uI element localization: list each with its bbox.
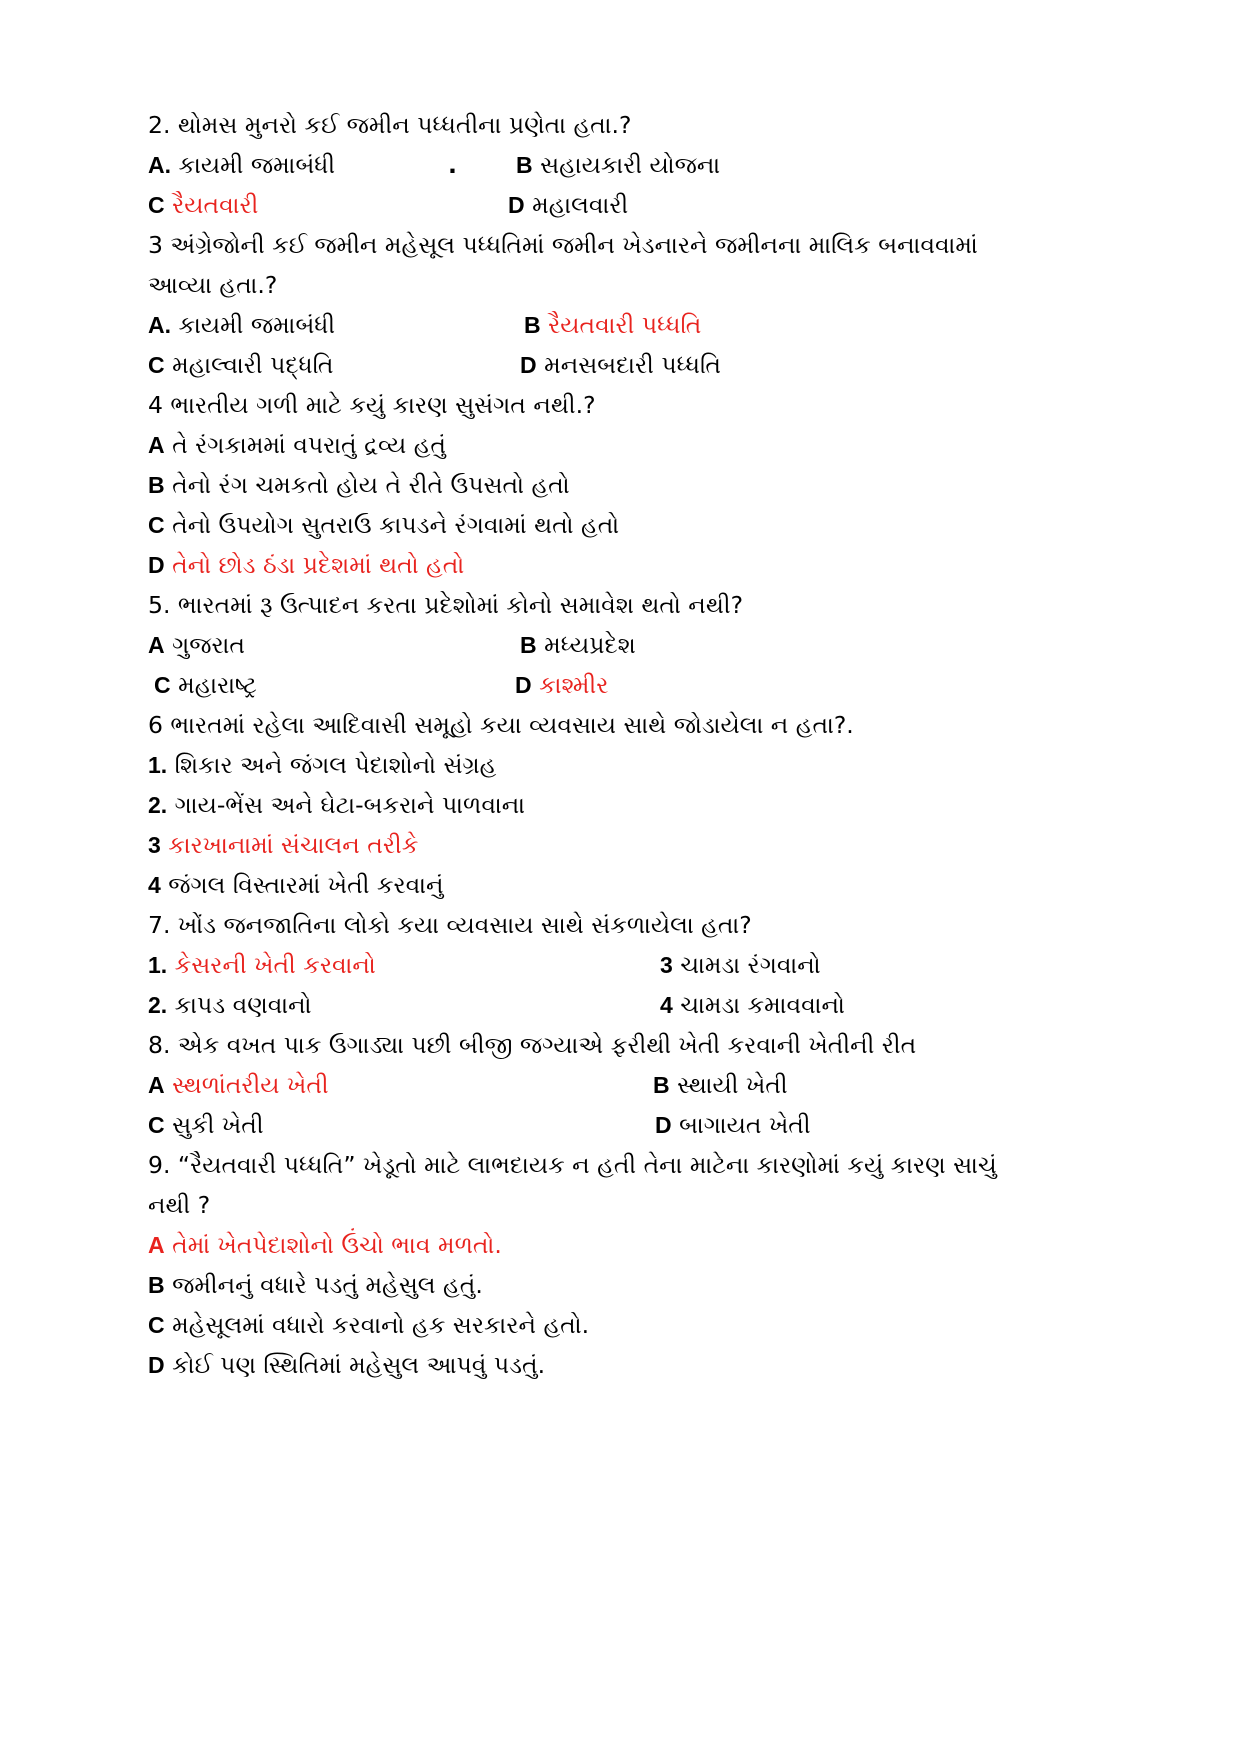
q5-options-row-2 [154,665,1104,705]
q6-option-4: જંગલ વિસ્તારમાં ખેતી કરવાનું [168,871,444,899]
q2-separator: . [448,151,457,179]
q6-option-3-prefix: 3 [148,832,161,858]
q2-option-c-correct: રૈયતવારી [172,191,259,219]
q4-option-a-prefix: A [148,432,165,458]
q2-option-a-prefix: A. [148,152,171,178]
q5-option-d-correct: કાશ્મીર [539,671,609,699]
q2-options-row-1 [148,145,1098,185]
q6-option-1-row [148,745,1098,785]
q8-option-c: સુકી ખેતી [172,1111,264,1139]
q7-option-3-prefix: 3 [660,952,673,978]
q9-option-c: મહેસૂલમાં વધારો કરવાનો હક સરકારને હતો. [172,1311,590,1339]
q8-option-c-prefix: C [148,1112,165,1138]
q9-option-a-row [148,1225,1098,1265]
q3-option-c-prefix: C [148,352,165,378]
question-6 [148,705,1098,745]
question-8-text: 8. એક વખત પાક ઉગાડ્યા પછી બીજી જગ્યાએ ફરીથી ખેતી કરવાની ખેતીની રીત [148,1031,917,1059]
q5-option-b: મધ્યપ્રદેશ [544,631,636,659]
q6-option-3-row [148,825,1098,865]
q4-option-d-prefix: D [148,552,165,578]
q2-option-b-prefix: B [516,152,533,178]
q3-option-d-prefix: D [520,352,537,378]
q8-options-row-1 [148,1065,1098,1105]
question-6-text: 6 ભારતમાં રહેલા આદિવાસી સમૂહો કયા વ્યવસાય સાથે જોડાયેલા ન હતા?. [148,711,854,739]
q3-option-b-correct: રૈયતવારી પધ્ધતિ [548,311,702,339]
q4-option-b-row [148,465,1098,505]
question-9-text-1: 9. “રૈયતવારી પધ્ધતિ” ખેડૂતો માટે લાભદાયક ન હતી તેના માટેના કારણોમાં કયું કારણ સાચું [148,1151,997,1179]
q2-option-a: કાયમી જમાબંધી [178,151,336,179]
question-7 [148,905,1098,945]
q3-options-row-1 [148,305,1098,345]
q7-option-3-wrap [660,945,821,985]
q4-option-c-prefix: C [148,512,165,538]
question-5-text: 5. ભારતમાં રૂ ઉત્પાદન કરતા પ્રદેશોમાં કોનો સમાવેશ થતો નથી? [148,591,744,619]
q5-option-d-wrap [515,665,608,705]
q7-option-1-correct: કેસરની ખેતી કરવાનો [174,951,376,979]
q3-option-a-prefix: A. [148,312,171,338]
q9-option-a-correct: તેમાં ખેતપેદાશોનો ઉંચો ભાવ મળતો. [172,1231,502,1259]
q9-option-b-prefix: B [148,1272,165,1298]
q8-option-a-prefix: A [148,1072,165,1098]
q6-option-2-row [148,785,1098,825]
q4-option-d-row [148,545,1098,585]
q7-options-row-2 [148,985,1098,1025]
question-2 [148,105,1098,145]
q7-option-2: કાપડ વણવાનો [174,991,312,1019]
q9-option-a-prefix: A [148,1232,165,1258]
q9-option-d: કોઈ પણ સ્થિતિમાં મહેસુલ આપવું પડતું. [172,1351,546,1379]
question-9-text-2: નથી ? [148,1191,211,1219]
q6-option-2-prefix: 2. [148,792,168,818]
q9-option-d-row [148,1345,1098,1385]
q3-option-b-prefix: B [524,312,541,338]
q5-option-a: ગુજરાત [172,631,245,659]
question-3-text-1: 3 અંગ્રેજોની કઈ જમીન મહેસૂલ પધ્ધતિમાં જમીન ખેડનારને જમીનના માલિક બનાવવામાં [148,231,978,259]
question-3-line-2 [148,265,1098,305]
question-8 [148,1025,1098,1065]
q7-option-4-prefix: 4 [660,992,673,1018]
q8-option-d-wrap [655,1105,811,1145]
q2-option-d-prefix: D [508,192,525,218]
question-9-line-1 [148,1145,1098,1185]
question-7-text: 7. ખોંડ જનજાતિના લોકો કયા વ્યવસાય સાથે સંકળાયેલા હતા? [148,911,752,939]
question-2-text: 2. થોમસ મુનરો કઈ જમીન પધ્ધતીના પ્રણેતા હતા.? [148,111,632,139]
q8-option-a-correct: સ્થળાંતરીય ખેતી [172,1071,329,1099]
q4-option-a-row [148,425,1098,465]
q7-option-1-prefix: 1. [148,952,168,978]
q5-option-c-prefix: C [154,672,171,698]
q2-option-c-prefix: C [148,192,165,218]
q3-option-d-wrap [520,345,721,385]
q8-option-b-prefix: B [653,1072,670,1098]
q3-options-row-2 [148,345,1098,385]
q4-option-b: તેનો રંગ ચમકતો હોય તે રીતે ઉપસતો હતો [172,471,570,499]
q5-option-a-prefix: A [148,632,165,658]
q2-option-d-wrap [508,185,628,225]
q5-options-row-1 [148,625,1098,665]
question-5 [148,585,1098,625]
q3-option-c: મહાલ્વારી પદ્ધતિ [172,351,334,379]
q2-options-row-2 [148,185,1098,225]
q3-option-d: મનસબદારી પધ્ધતિ [544,351,721,379]
question-4 [148,385,1098,425]
q9-option-d-prefix: D [148,1352,165,1378]
q5-option-c: મહારાષ્ટ્ર [178,671,257,699]
q5-option-b-prefix: B [520,632,537,658]
q2-option-d: મહાલવારી [532,191,629,219]
q6-option-4-row [148,865,1098,905]
q4-option-c-row [148,505,1098,545]
q4-option-b-prefix: B [148,472,165,498]
q4-option-d-correct: તેનો છોડ ઠંડા પ્રદેશમાં થતો હતો [172,551,465,579]
q7-options-row-1 [148,945,1098,985]
q9-option-c-prefix: C [148,1312,165,1338]
q8-option-d-prefix: D [655,1112,672,1138]
q6-option-1-prefix: 1. [148,752,168,778]
q2-option-b-wrap [516,145,720,185]
q5-option-b-wrap [520,625,636,665]
q7-option-2-prefix: 2. [148,992,168,1018]
q6-option-3-correct: કારખાનામાં સંચાલન તરીકે [168,831,419,859]
q7-option-3: ચામડા રંગવાનો [680,951,821,979]
q6-option-2: ગાય-ભેંસ અને ઘેટા-બકરાને પાળવાના [174,791,525,819]
question-3-text-2: આવ્યા હતા.? [148,271,278,299]
question-3-line-1 [148,225,1098,265]
q7-option-4-wrap [660,985,845,1025]
q8-option-d: બાગાયત ખેતી [679,1111,811,1139]
q9-option-b-row [148,1265,1098,1305]
q6-option-1: શિકાર અને જંગલ પેદાશોનો સંગ્રહ [174,751,497,779]
q3-option-b-wrap [524,305,701,345]
q5-option-d-prefix: D [515,672,532,698]
q2-option-b: સહાયકારી યોજના [540,151,721,179]
question-4-text: 4 ભારતીય ગળી માટે કયું કારણ સુસંગત નથી.? [148,391,596,419]
q3-option-a: કાયમી જમાબંધી [178,311,336,339]
q9-option-b: જમીનનું વધારે પડતું મહેસુલ હતું. [172,1271,483,1299]
q8-options-row-2 [148,1105,1098,1145]
q8-option-b-wrap [653,1065,788,1105]
q4-option-c: તેનો ઉપયોગ સુતરાઉ કાપડને રંગવામાં થતો હતો [172,511,620,539]
q6-option-4-prefix: 4 [148,872,161,898]
q7-option-4: ચામડા કમાવવાનો [680,991,845,1019]
q8-option-b: સ્થાયી ખેતી [677,1071,788,1099]
q9-option-c-row [148,1305,1098,1345]
q4-option-a: તે રંગકામમાં વપરાતું દ્રવ્ય હતું [172,431,446,459]
question-9-line-2 [148,1185,1098,1225]
